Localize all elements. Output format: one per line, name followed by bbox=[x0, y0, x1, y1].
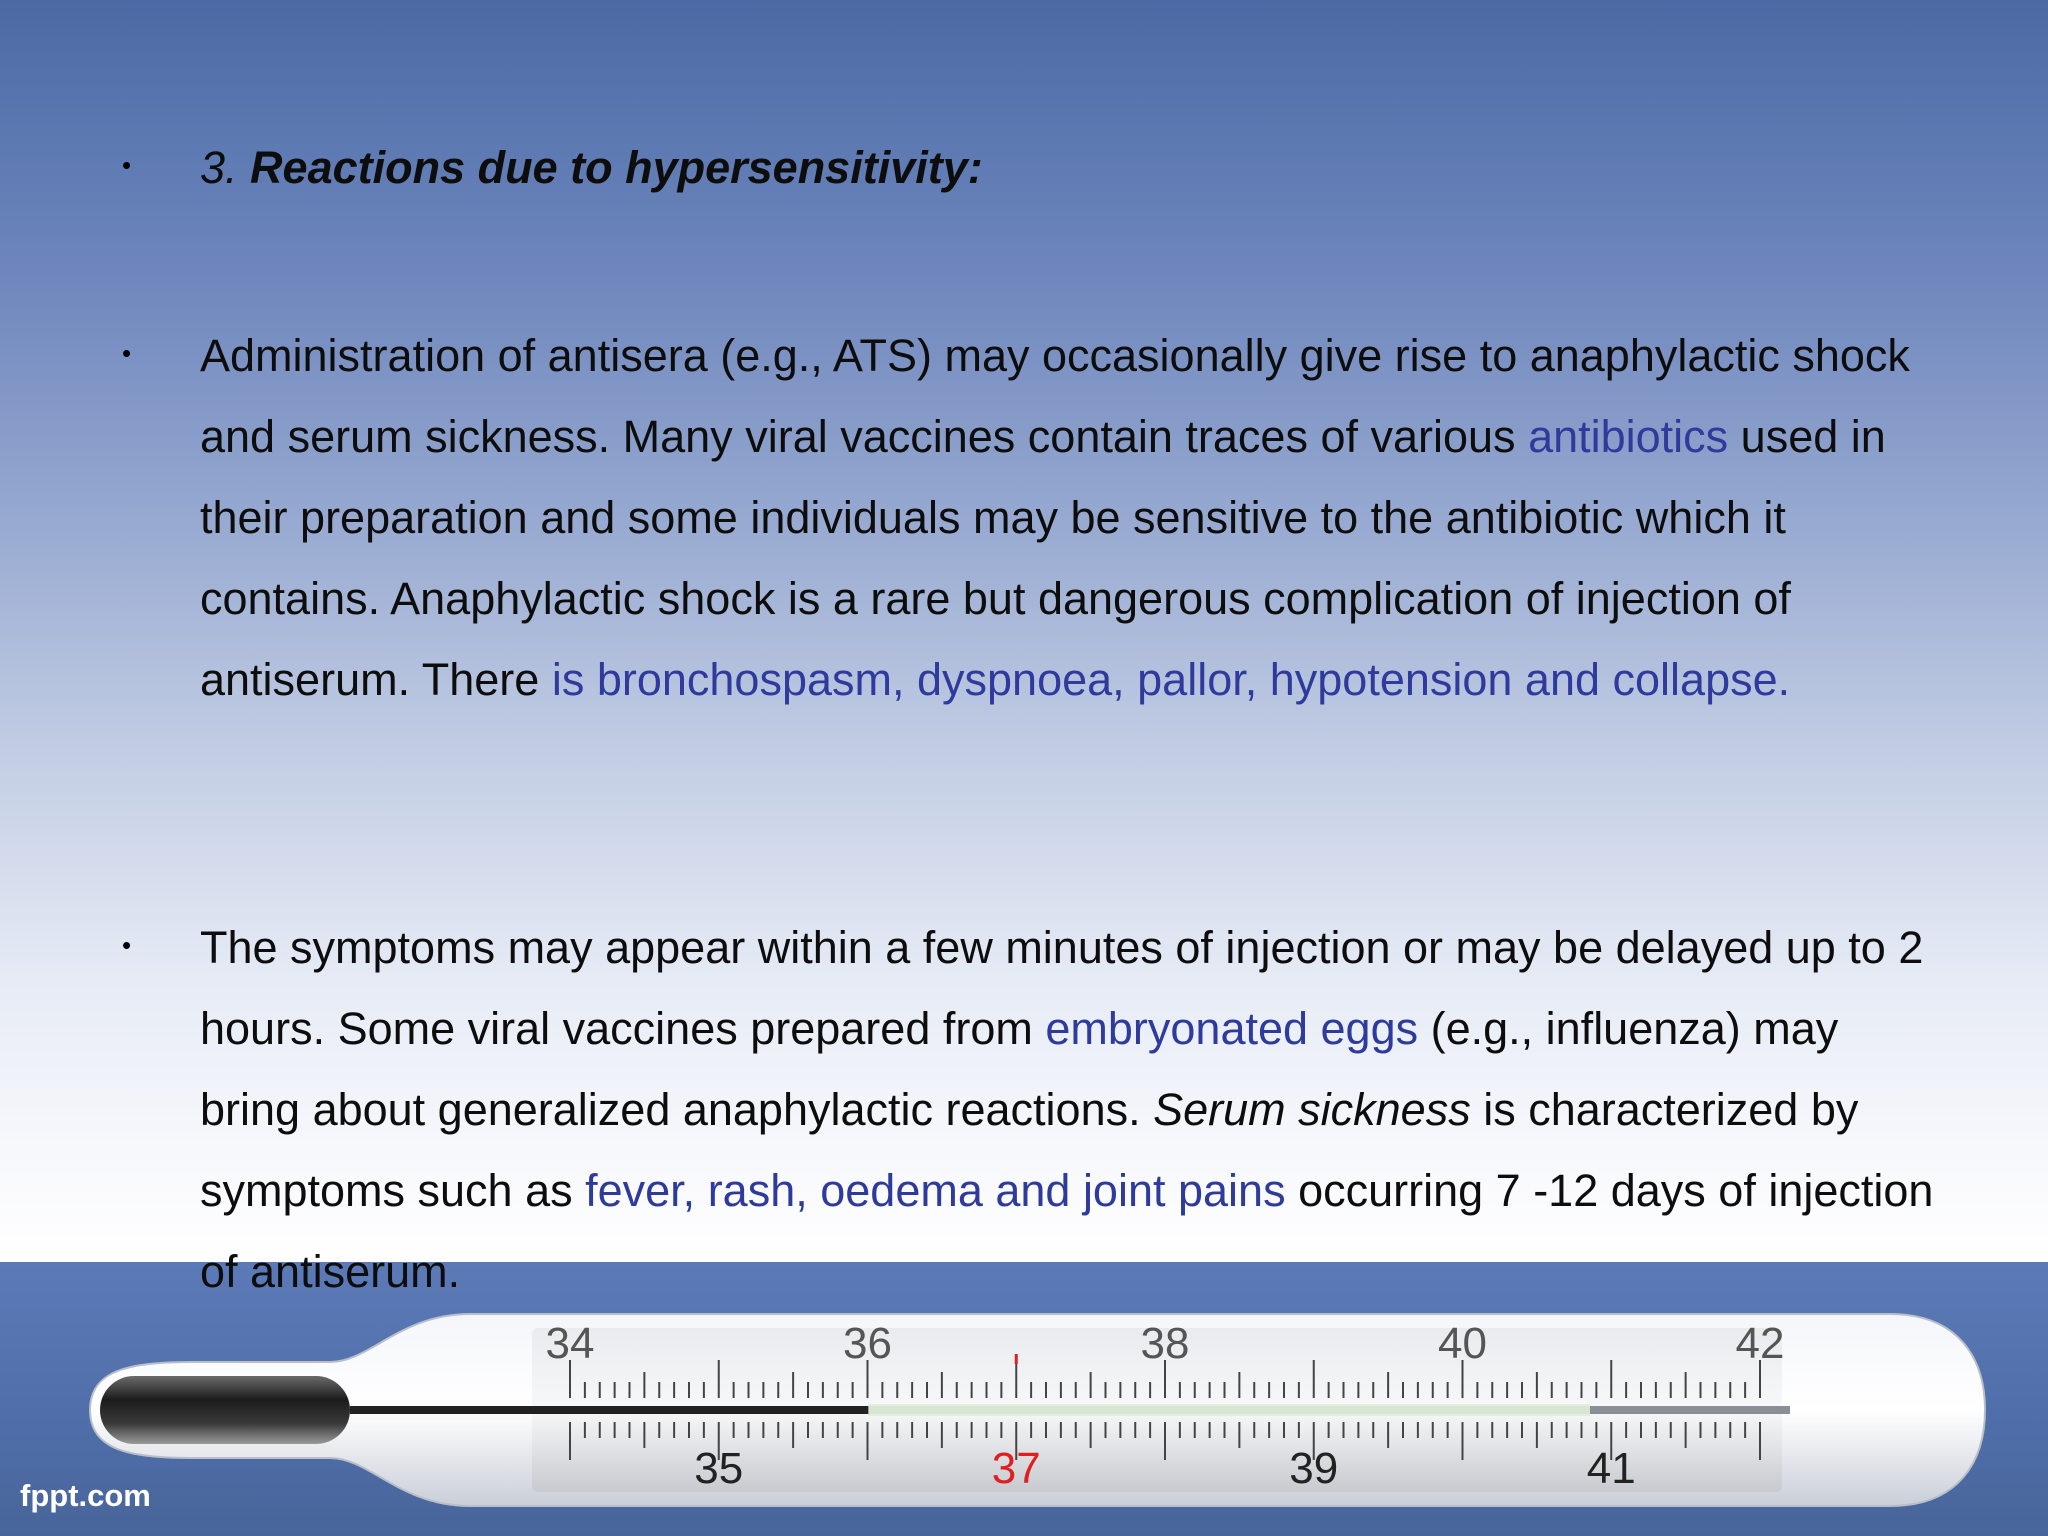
thermometer-reflection bbox=[868, 1404, 1590, 1416]
scale-label: 37 bbox=[991, 1444, 1041, 1493]
highlighted-text: fever, rash, oedema and joint pains bbox=[585, 1165, 1286, 1216]
scale-label: 34 bbox=[545, 1319, 595, 1368]
body-text: Administration of antisera (e.g., ATS) may occasionally give rise to anaphylactic shock and serum sickness. Many viral vaccines contain traces of various bbox=[200, 330, 1910, 462]
bullet-paragraph-1 bbox=[200, 315, 1940, 720]
body-text: occurring 7 -12 days of injection of antiserum. bbox=[200, 1165, 1934, 1297]
thermometer-column bbox=[350, 1406, 868, 1414]
bullet-marker: • bbox=[122, 930, 132, 960]
bullet-paragraph-2 bbox=[200, 907, 1940, 1312]
footer-brand: fppt.com bbox=[20, 1478, 151, 1513]
thermometer-bulb bbox=[100, 1376, 350, 1444]
body-text: The symptoms may appear within a few minutes of injection or may be delayed up to 2 hours. Some viral vaccines prepared from bbox=[200, 922, 1924, 1054]
italic-text: Serum sickness bbox=[1153, 1084, 1471, 1135]
scale-label: 35 bbox=[694, 1444, 744, 1493]
thermometer-image bbox=[70, 1300, 2000, 1520]
body-text: is characterized by symptoms such as bbox=[200, 1084, 1859, 1216]
highlighted-text: antibiotics bbox=[1528, 411, 1729, 462]
highlighted-text: embryonated eggs bbox=[1045, 1003, 1419, 1054]
body-text: used in their preparation and some individuals may be sensitive to the antibiotic which it contains. Anaphylactic shock is a rare but dangerous complication of injection of antiserum. There bbox=[200, 411, 1886, 705]
scale-label: 39 bbox=[1289, 1444, 1339, 1493]
scale-label: 38 bbox=[1140, 1319, 1190, 1368]
highlighted-text: is bronchospasm, dyspnoea, pallor, hypotension and collapse. bbox=[551, 654, 1791, 705]
bullet-marker: • bbox=[122, 338, 132, 368]
slide-heading bbox=[200, 138, 1940, 198]
heading-title: Reactions due to hypersensitivity: bbox=[250, 142, 983, 193]
body-text: (e.g., influenza) may bring about generalized anaphylactic reactions. bbox=[200, 1003, 1839, 1135]
bullet-marker: • bbox=[122, 150, 132, 180]
scale-label: 36 bbox=[843, 1319, 892, 1368]
heading-number: 3. bbox=[200, 142, 238, 193]
scale-label: 42 bbox=[1735, 1319, 1785, 1368]
scale-label: 40 bbox=[1438, 1319, 1487, 1368]
scale-label: 41 bbox=[1586, 1444, 1636, 1493]
